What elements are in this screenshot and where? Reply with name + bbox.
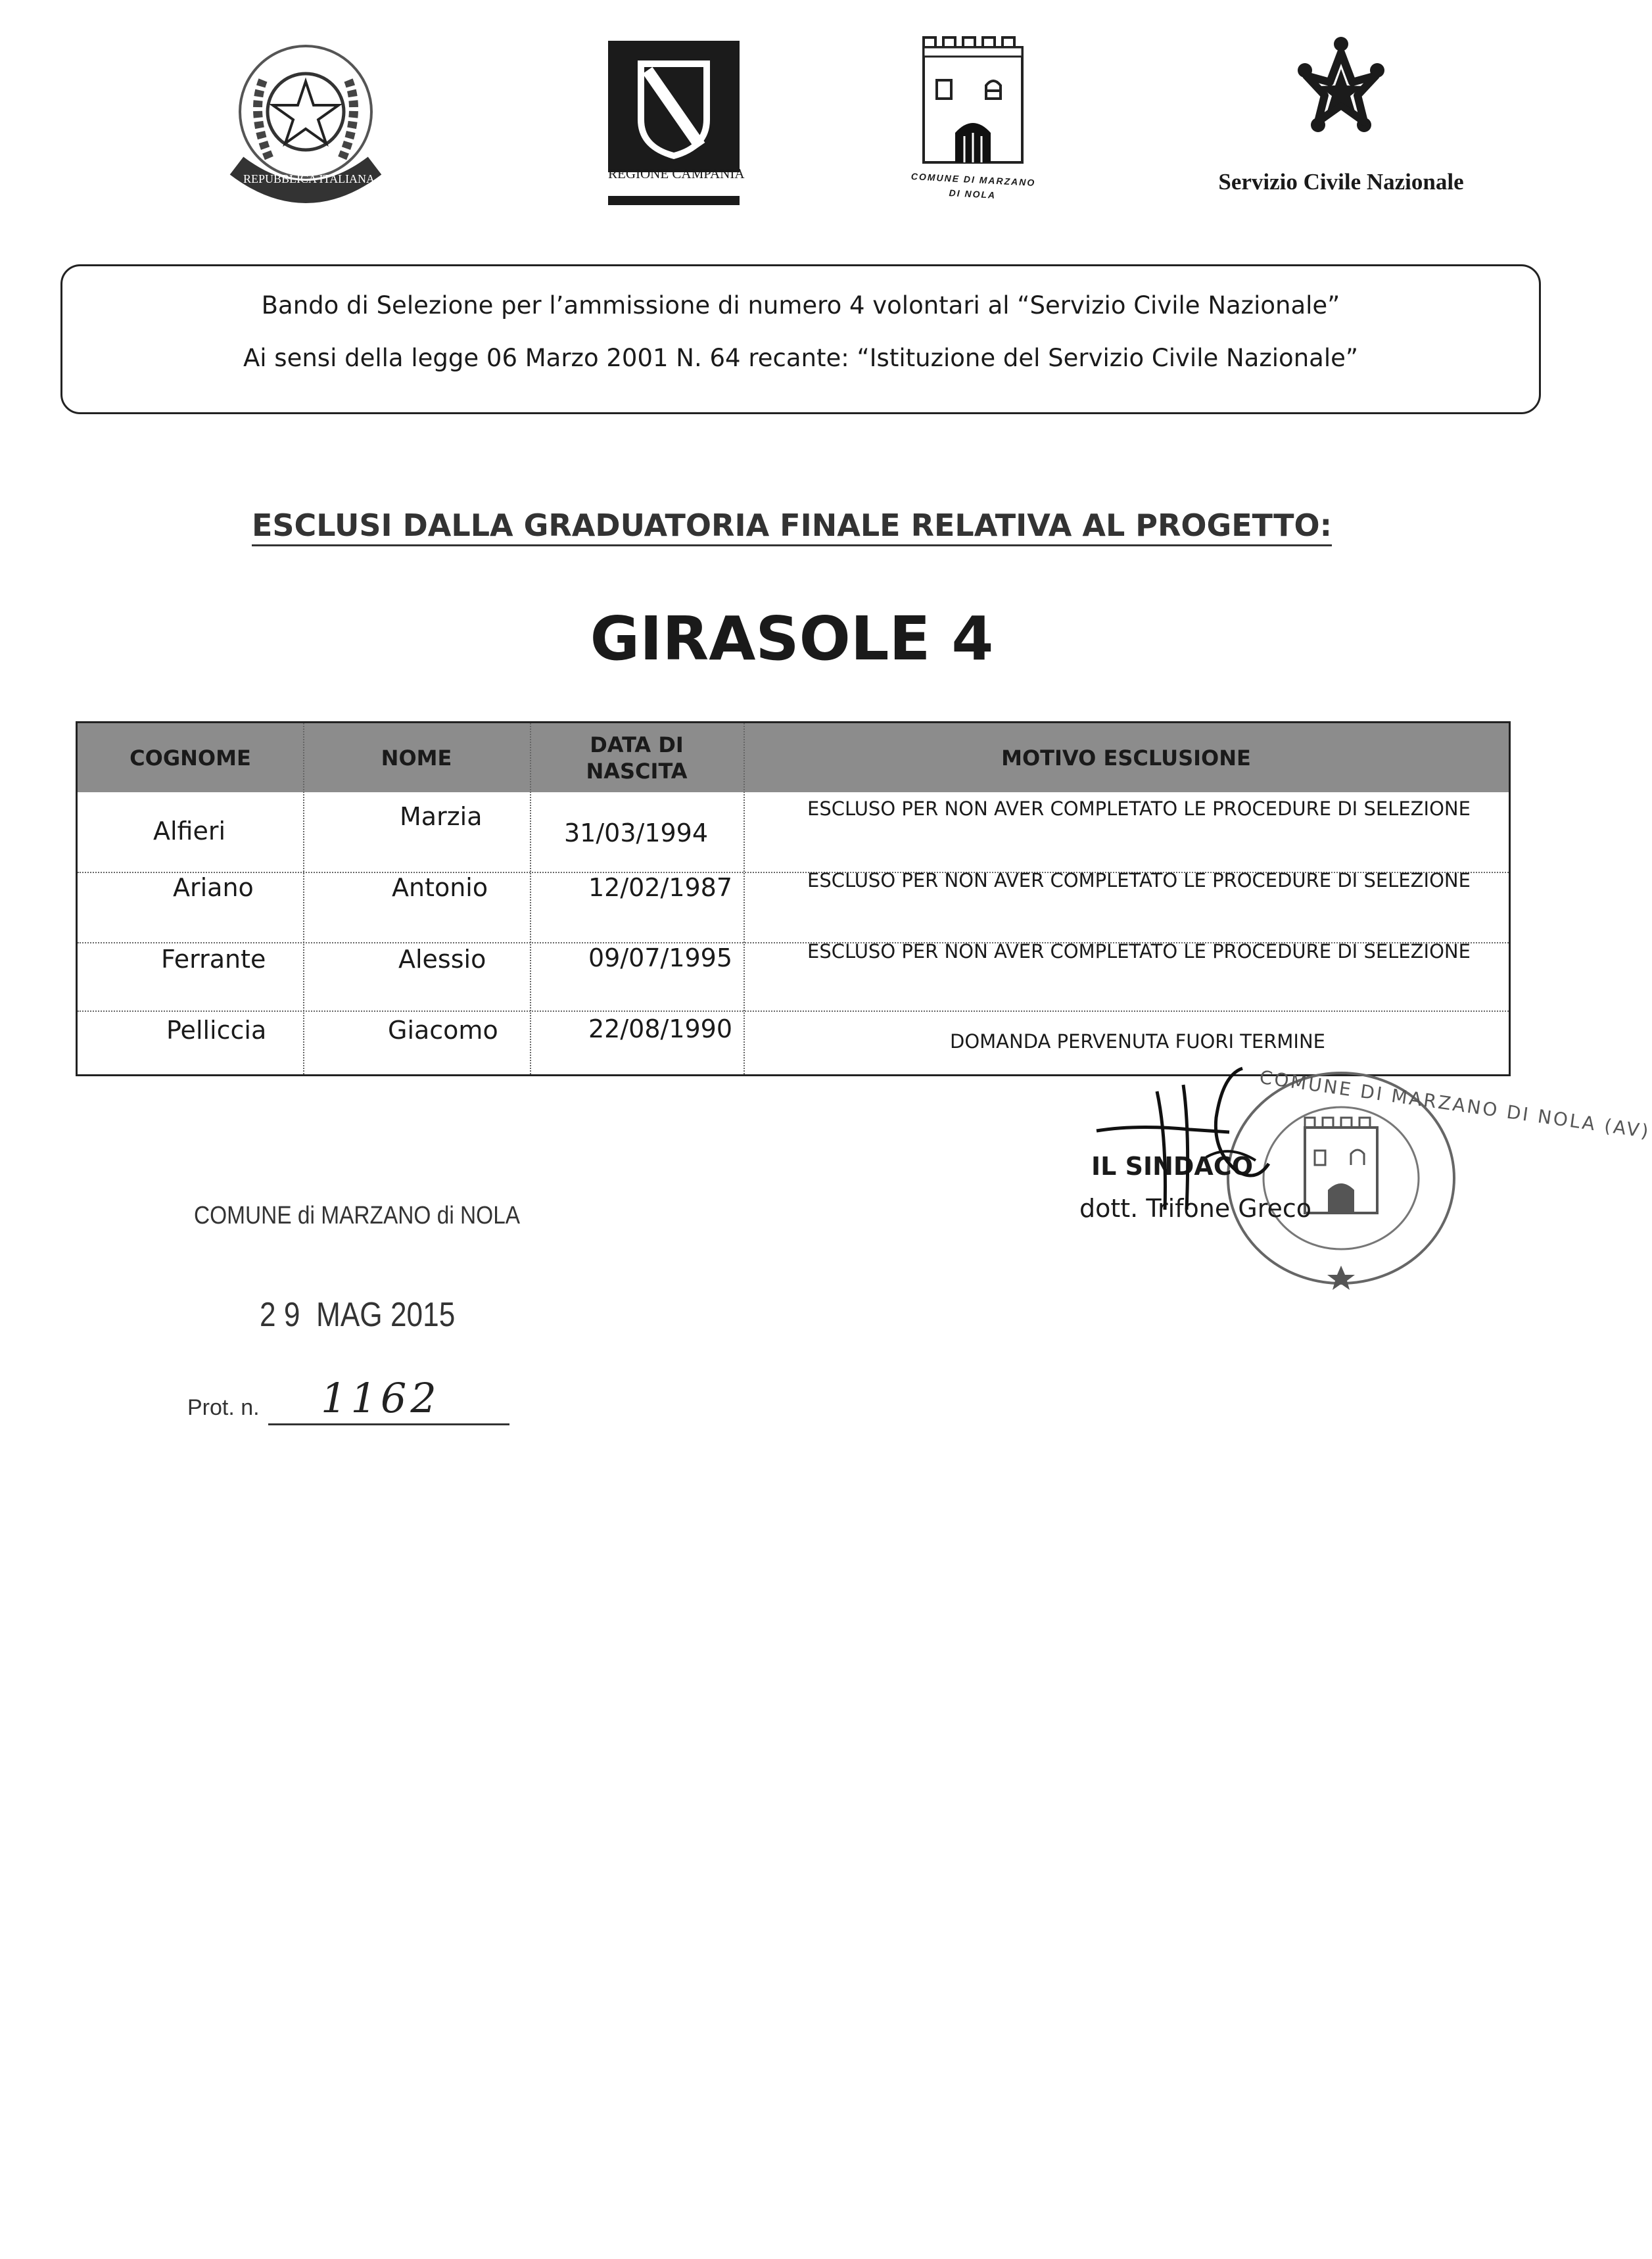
cell-nome: Alessio [398, 945, 486, 974]
header-data-line2: NASCITA [586, 758, 688, 784]
seal-text: COMUNE DI MARZANO DI NOLA (AV) [1258, 1066, 1652, 1143]
header-data-nascita [530, 723, 743, 792]
row-divider [78, 1011, 1509, 1012]
protocol-number-line [268, 1423, 509, 1425]
cell-data: 12/02/1987 [588, 873, 733, 902]
mayor-signature [1091, 1058, 1295, 1216]
regione-campania-logo [608, 41, 745, 205]
project-title: GIRASOLE 4 [590, 604, 994, 674]
table-header [78, 723, 1509, 792]
regione-caption: REGIONE CAMPANIA [608, 166, 745, 181]
cell-cognome: Ariano [173, 873, 254, 902]
emblem-caption: REPUBBLICA ITALIANA [243, 172, 375, 185]
repubblica-italiana-emblem [224, 34, 388, 205]
cell-data: 22/08/1990 [588, 1014, 733, 1043]
cell-cognome: Pelliccia [166, 1016, 267, 1045]
protocol-office: COMUNE di MARZANO di NOLA [194, 1202, 521, 1229]
cell-motivo: ESCLUSO PER NON AVER COMPLETATO LE PROCEDURE DI SELEZIONE [807, 940, 1471, 963]
cell-motivo: ESCLUSO PER NON AVER COMPLETATO LE PROCEDURE DI SELEZIONE [807, 797, 1471, 820]
col-divider [303, 723, 304, 1074]
exclusions-table [76, 721, 1511, 1076]
intro-line-2: Ai sensi della legge 06 Marzo 2001 N. 64 recante: “Istituzione del Servizio Civile Nazionale” [243, 344, 1359, 372]
header-nome: NOME [381, 745, 452, 771]
mayor-title: IL SINDACO [1091, 1152, 1254, 1181]
comune-caption-line2: DI NOLA [949, 187, 997, 201]
protocol-label: Prot. n. [187, 1395, 260, 1420]
protocol-number: 1162 [321, 1374, 440, 1422]
protocol-date: 2 9 MAG 2015 [260, 1296, 456, 1334]
cell-cognome: Alfieri [153, 817, 226, 845]
col-divider [743, 723, 745, 1074]
header-motivo: MOTIVO ESCLUSIONE [1001, 745, 1251, 771]
regione-bar [608, 196, 740, 205]
scn-caption: Servizio Civile Nazionale [1218, 169, 1464, 195]
comune-caption-line1: COMUNE DI MARZANO [910, 171, 1036, 188]
cell-nome: Giacomo [388, 1016, 498, 1045]
intro-box [60, 264, 1541, 414]
cell-nome: Marzia [400, 802, 483, 831]
header-cognome: COGNOME [130, 745, 251, 771]
cell-motivo: ESCLUSO PER NON AVER COMPLETATO LE PROCEDURE DI SELEZIONE [807, 869, 1471, 892]
cell-data: 31/03/1994 [564, 819, 709, 847]
col-divider [530, 723, 531, 1074]
header-data-line1: DATA DI [590, 732, 684, 757]
intro-line-1: Bando di Selezione per l’ammissione di numero 4 volontari al “Servizio Civile Nazionale” [261, 291, 1340, 320]
comune-marzano-logo [910, 34, 1035, 212]
cell-motivo: DOMANDA PERVENUTA FUORI TERMINE [950, 1030, 1325, 1053]
cell-cognome: Ferrante [161, 945, 266, 974]
mayor-name: dott. Trifone Greco [1079, 1194, 1312, 1223]
cell-data: 09/07/1995 [588, 943, 733, 972]
cell-nome: Antonio [392, 873, 488, 902]
subtitle: ESCLUSI DALLA GRADUATORIA FINALE RELATIVA AL PROGETTO: [252, 508, 1332, 546]
servizio-civile-logo [1196, 30, 1486, 207]
